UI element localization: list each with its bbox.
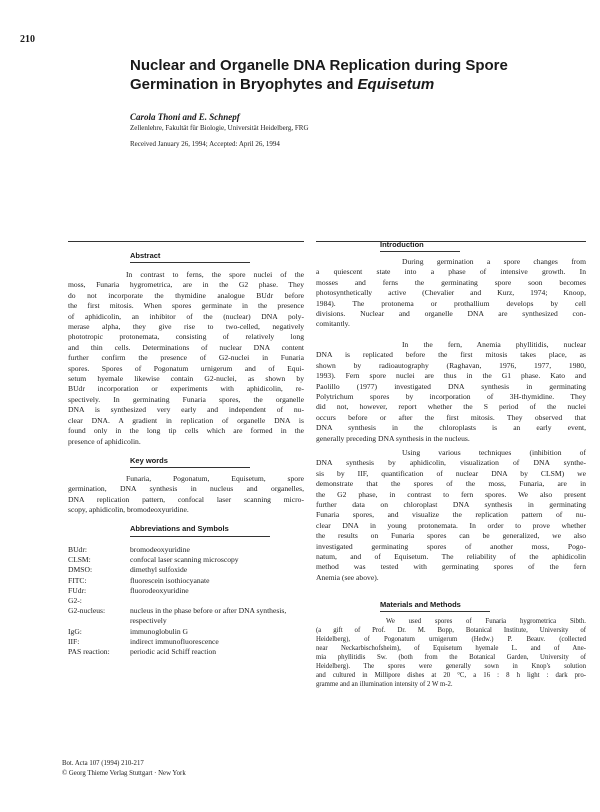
abbreviation-value: periodic acid Schiff reaction xyxy=(130,647,217,656)
abbreviation-value: dimethyl sulfoxide xyxy=(130,565,188,575)
abbreviation-key: G2-nucleus: xyxy=(68,606,106,616)
abstract-heading-rule xyxy=(130,262,250,263)
text-line: method was tested with germinating spores of the fern xyxy=(316,562,586,572)
text-line: do not incorporate the thymidine analogue BUdr before xyxy=(68,290,304,300)
text-line: moss, Funaria hygrometrica, are in the G2 phase. They xyxy=(68,280,304,290)
text-line: investigated germinating spores of another moss, Pogo- xyxy=(316,541,586,551)
abbreviation-value: bromodeoxyuridine xyxy=(130,545,190,554)
abbreviation-key: DMSO: xyxy=(68,565,93,575)
text-line: shown by radioautography (Raghavan, 1976, 1977, 1980, xyxy=(316,360,586,370)
text-line: sis by IIF, quantification of nuclear DNA by CLSM) we xyxy=(316,468,586,478)
text-line: generally preceding DNA synthesis in the nucleus. xyxy=(316,433,470,443)
text-line: natum, and of Equisetum. The reliability of the aphidicolin xyxy=(316,552,586,562)
title-line-1: Nuclear and Organelle DNA Replication during Spore xyxy=(130,57,508,74)
abbreviation-value: immunoglobulin G xyxy=(130,626,189,636)
authors: Carola Thoni and E. Schnepf xyxy=(130,112,240,122)
text-line: the first mitosis. When spores germinate in the presence xyxy=(68,301,304,311)
abbreviation-key: BUdr: xyxy=(68,545,87,554)
introduction-heading: Introduction xyxy=(380,240,424,249)
abbreviation-value: nucleus in the phase before or after DNA synthesis, respectively xyxy=(130,606,287,626)
text-line: further confirm the presence of G2-nuclei in Funaria xyxy=(68,353,304,363)
text-line: spores. Spores of Pogonatum urnigerum and of Equi- xyxy=(68,363,304,373)
text-line: 1993). Fern spore nuclei are thus in the G1 phase. Kato and xyxy=(316,371,586,381)
text-line: divisions. Nuclear and organelle DNA are synthesized con- xyxy=(316,309,586,319)
abbreviation-key: IgG: xyxy=(68,626,82,636)
text-line: Paolillo (1977) investigated DNA synthesis in germinating xyxy=(316,381,586,391)
text-line: DNA is replicated before the first mitosis takes place, as xyxy=(316,350,586,360)
introduction-heading-rule xyxy=(380,251,460,252)
journal-citation: Bot. Acta 107 (1994) 210-217 xyxy=(62,760,144,767)
text-line: Heidelberg). The spores were generally sown in Knop's solution xyxy=(316,663,586,670)
article-title xyxy=(130,56,570,94)
methods-heading: Materials and Methods xyxy=(380,600,461,609)
text-line: of aphidicolin, an inhibitor of the (nuclear) DNA poly- xyxy=(68,311,304,321)
received-dates: Received January 26, 1994; Accepted: April 26, 1994 xyxy=(130,140,280,148)
abbreviations-list xyxy=(68,545,304,725)
abbreviation-value: confocal laser scanning microscopy xyxy=(130,555,239,565)
left-top-rule xyxy=(68,241,304,242)
text-line: and thin cells. Determinations of nuclear DNA content xyxy=(68,342,304,352)
text-line: merase alpha, they give rise to two-celled, negatively xyxy=(68,322,304,332)
text-line: In contrast to ferns, the spore nuclei of the xyxy=(126,270,304,279)
text-line: gramme and an illumination intensity of 2 W m-2. xyxy=(316,681,453,688)
text-line: During germination a spore changes from xyxy=(402,257,586,266)
text-line: We used spores of Funaria hygrometrica Sibth. xyxy=(386,618,586,625)
text-line: DNA replication pattern, confocal laser scanning micro- xyxy=(68,494,304,504)
text-line: and cultured in Millipore dishes at 20 °C, a 16 : 8 h light : dark pro- xyxy=(316,672,586,679)
abbreviation-key: PAS reaction: xyxy=(68,647,110,656)
text-line: comitantly. xyxy=(316,319,350,329)
text-line: clear DNA in young protonemata. In order to prove whether xyxy=(316,520,586,530)
text-line: Anemia (see above). xyxy=(316,572,379,582)
text-line: In the fern, Anemia phyllitidis, nuclear xyxy=(402,340,586,349)
abbreviation-key: CLSM: xyxy=(68,555,91,565)
text-line: spectively. In germinating Funaria spores, the organelle xyxy=(68,394,304,404)
text-line: did not, however, report whether the S period of the nuclei xyxy=(316,402,586,412)
page-number: 210 xyxy=(20,34,35,45)
methods-body xyxy=(316,617,586,689)
abstract-heading: Abstract xyxy=(130,251,161,260)
abbreviation-value: indirect immunofluorescence xyxy=(130,636,219,646)
text-line: a quiescent state into a phase of intensive growth. In xyxy=(316,267,586,277)
text-line: clear DNA. A gradient in replication of organelle DNA is xyxy=(68,415,304,425)
keywords-body xyxy=(68,474,304,516)
text-line: Funaria, Pogonatum, Equisetum, spore xyxy=(126,474,304,483)
text-line: near Neckarbischofsheim), of Equisetum hyemale L. and of Ane- xyxy=(316,645,586,652)
text-line: setum hyemale likewise contain G2-nuclei, as shown by xyxy=(68,374,304,384)
text-line: BUdr incorporation or experiments with aphidicolin, re- xyxy=(68,384,304,394)
introduction-paragraph-3 xyxy=(316,448,586,583)
text-line: germination, DNA synthesis in nucleus and organelles, xyxy=(68,484,304,494)
text-line: 1984). The protonema or prothallium develops by cell xyxy=(316,298,586,308)
text-line: phototropic protonemata, consisting of relatively long xyxy=(68,332,304,342)
text-line: photosynthetically active (Chevalier and Kurz, 1974; Knoop, xyxy=(316,288,586,298)
abbreviations-heading-rule xyxy=(130,536,270,537)
abbreviation-key: FUdr: xyxy=(68,585,87,595)
introduction-paragraph-1 xyxy=(316,257,586,330)
abbreviations-heading: Abbreviations and Symbols xyxy=(130,524,229,533)
text-line: occurs before or after the first mitosis. They observed that xyxy=(316,412,586,422)
text-line: demonstrate that the spores of the moss, Funaria, are in xyxy=(316,479,586,489)
text-line: DNA is synthesized very early and independent of nu- xyxy=(68,405,304,415)
abbreviation-value: fluorodeoxyuridine xyxy=(130,585,189,595)
text-line: scopy, aphidicolin, bromodeoxyuridine. xyxy=(68,505,189,515)
text-line: (a gift of Prof. Dr. M. Bopp, Botanical Institute, University of xyxy=(316,627,586,634)
text-line: presence of aphidicolin. xyxy=(68,436,141,446)
publisher-line: © Georg Thieme Verlag Stuttgart · New York xyxy=(62,770,186,777)
text-line: Funaria spores, and visualize the replication pattern of nu- xyxy=(316,510,586,520)
abbreviation-key: FITC: xyxy=(68,575,87,585)
text-line: Using various techniques (inhibition of xyxy=(402,448,586,457)
affiliation: Zellenlehre, Fakultät für Biologie, Universität Heidelberg, FRG xyxy=(130,124,309,132)
methods-heading-rule xyxy=(380,611,490,612)
text-line: Polytrichum spores by incorporation of 3H-thymidine. They xyxy=(316,392,586,402)
abbreviation-key: G2-: xyxy=(68,596,82,605)
text-line: further data on chloroplast DNA synthesis in germinating xyxy=(316,500,586,510)
keywords-heading: Key words xyxy=(130,456,168,465)
title-line-2-text: Germination in Bryophytes and xyxy=(130,76,358,93)
abbreviation-value: fluorescein isothiocyanate xyxy=(130,575,210,585)
keywords-heading-rule xyxy=(130,467,250,468)
abbreviation-key: IIF: xyxy=(68,636,80,646)
title-line-2 xyxy=(130,75,570,94)
text-line: DNA synthesis in the chloroplasts is an early event, xyxy=(316,423,586,433)
text-line: mia phyllitidis Sw. (both from the Botanical Garden, University of xyxy=(316,654,586,661)
abstract-body xyxy=(68,270,304,447)
introduction-paragraph-2 xyxy=(316,340,586,444)
text-line: the results on Funaria spores can be generalized, we also xyxy=(316,531,586,541)
text-line: found only in the long tip cells which are formed in the xyxy=(68,426,304,436)
text-line: Heidelberg), of Pogonatum urnigerum (Hedw.) P. Beauv. (collected xyxy=(316,636,586,643)
text-line: mosses and ferns the germinating spore soon becomes xyxy=(316,277,586,287)
title-line-2-italic: Equisetum xyxy=(357,76,435,93)
text-line: the G2 phase, in contrast to fern spores. We also present xyxy=(316,489,586,499)
text-line: DNA synthesis by aphidicolin, visualization of DNA synthe- xyxy=(316,458,586,468)
